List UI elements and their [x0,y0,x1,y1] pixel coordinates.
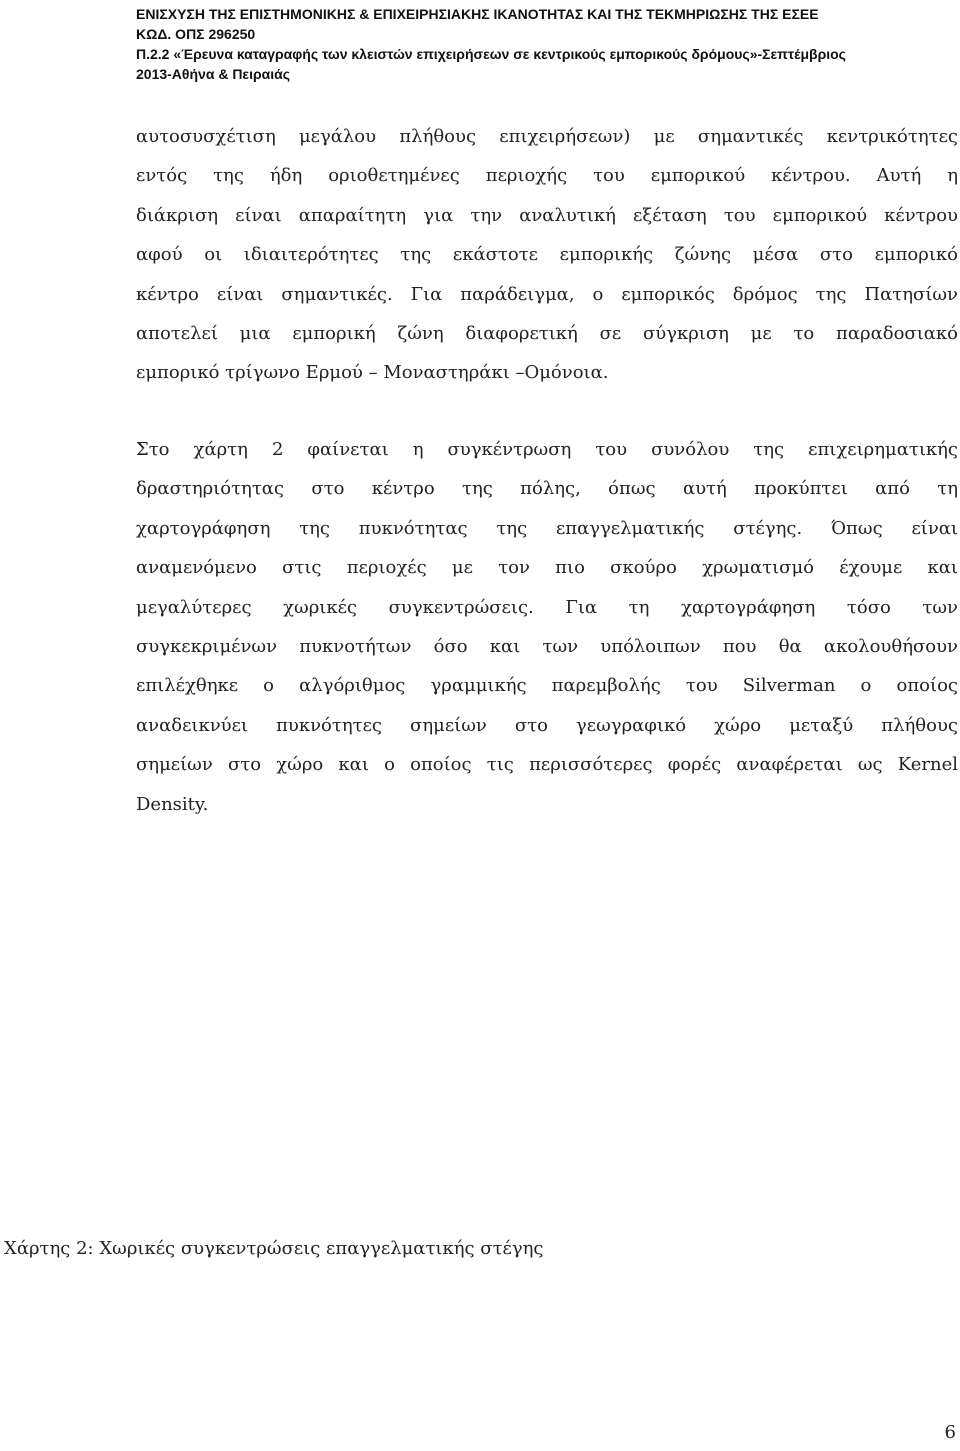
paragraph-line: εμπορικό τρίγωνο Ερμού – Μοναστηράκι –Ομόνοια. [136,362,609,384]
paragraph-line: διάκριση είναι απαραίτητη για την αναλυτική εξέταση του εμπορικού κέντρου [136,204,958,226]
paragraph-line: κέντρο είναι σημαντικές. Για παράδειγμα, ο εμπορικός δρόμος της Πατησίων [136,283,958,305]
paragraph-line: αναμενόμενο στις περιοχές με τον πιο σκούρο χρωματισμό έχουμε και [136,557,958,579]
paragraph-1 [136,117,958,393]
paragraph-line: αφού οι ιδιαιτερότητες της εκάστοτε εμπορικής ζώνης μέσα στο εμπορικό [136,244,958,266]
paragraph-line: αποτελεί μια εμπορική ζώνη διαφορετική σε σύγκριση με το παραδοσιακό [136,322,958,344]
paragraph-line: εντός της ήδη οριοθετημένες περιοχής του εμπορικού κέντρου. Αυτή η [136,165,958,187]
paragraph-2 [136,430,958,824]
document-header [136,4,936,84]
paragraph-line: Density. [136,793,209,815]
map-caption: Χάρτης 2: Χωρικές συγκεντρώσεις επαγγελματικής στέγης [4,1238,544,1259]
paragraph-line: συγκεκριμένων πυκνοτήτων όσο και των υπόλοιπων που θα ακολουθήσουν [136,635,958,657]
header-date-location: 2013-Αθήνα & Πειραιάς [136,66,291,82]
paragraph-line: χαρτογράφηση της πυκνότητας της επαγγελματικής στέγης. Όπως είναι [136,517,958,539]
paragraph-line: δραστηριότητας στο κέντρο της πόλης, όπως αυτή προκύπτει από τη [136,478,958,500]
paragraph-line: Στο χάρτη 2 φαίνεται η συγκέντρωση του συνόλου της επιχειρηματικής [136,439,958,460]
page-number: 6 [944,1422,956,1443]
paragraph-line: επιλέχθηκε ο αλγόριθμος γραμμικής παρεμβολής του Silverman ο οποίος [136,675,958,697]
header-project-code: ΚΩΔ. ΟΠΣ 296250 [136,26,256,42]
paragraph-line: μεγαλύτερες χωρικές συγκεντρώσεις. Για τη χαρτογράφηση τόσο των [136,596,958,618]
paragraph-line: αναδεικνύει πυκνότητες σημείων στο γεωγραφικό χώρο μεταξύ πλήθους [136,714,958,736]
paragraph-line: αυτοσυσχέτιση μεγάλου πλήθους επιχειρήσεων) με σημαντικές κεντρικότητες [136,126,958,147]
header-program-title: ΕΝΙΣΧΥΣΗ ΤΗΣ ΕΠΙΣΤΗΜΟΝΙΚΗΣ & ΕΠΙΧΕΙΡΗΣΙΑΚΗΣ ΙΚΑΝΟΤΗΤΑΣ ΚΑΙ ΤΗΣ ΤΕΚΜΗΡΙΩΣΗΣ ΤΗΣ ΕΣΕΕ [136,6,819,22]
header-deliverable-title: Π.2.2 «Έρευνα καταγραφής των κλειστών επιχειρήσεων σε κεντρικούς εμπορικούς δρόμους»-Σεπτέμβριος [136,46,846,62]
paragraph-line: σημείων στο χώρο και ο οποίος τις περισσότερες φορές αναφέρεται ως Kernel [136,754,958,776]
